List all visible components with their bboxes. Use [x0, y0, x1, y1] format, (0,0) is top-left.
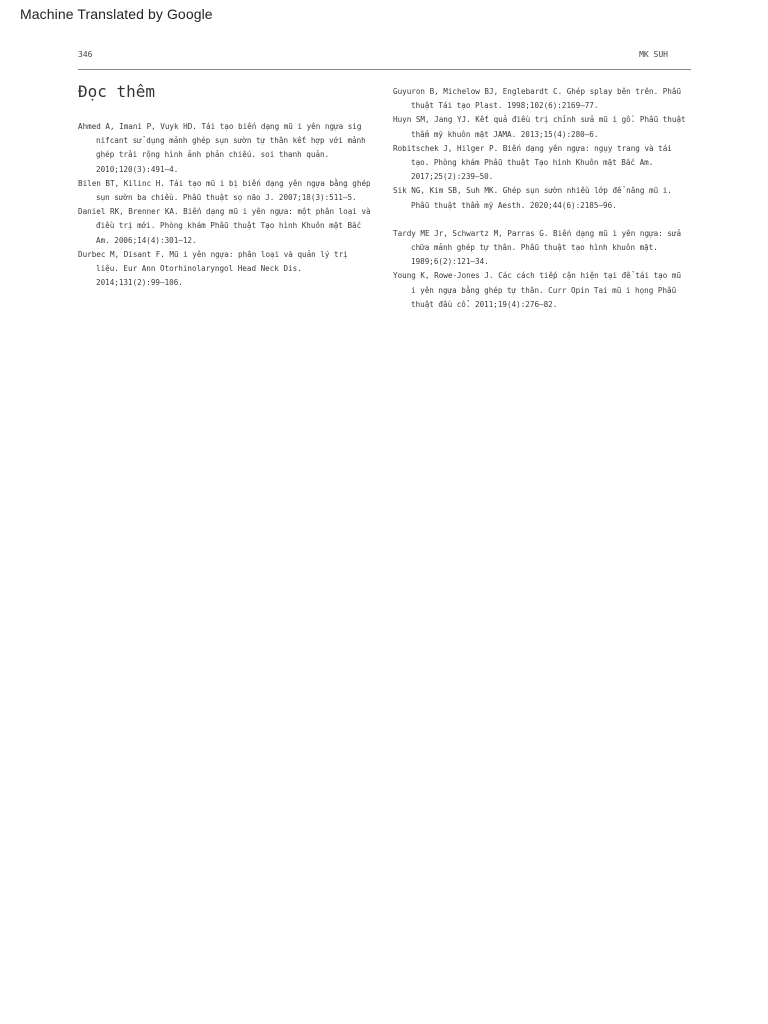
reference-item: Young K, Rowe-Jones J. Các cách tiếp cận hiện tại để tái tạo mũ i yên ngựa bằng ghép tự thân. Curr Opin Tai mũ i họng Phẫu thuật đầu cổ. 2011;19(4):276–82. [393, 271, 682, 309]
reference-item: Bilen BT, Kilinc H. Tái tạo mũ i bị biến dạng yên ngựa bằng ghép sụn sườn ba chiều. Phẫu thuật sọ não J. 2007;18(3):511–5. [78, 178, 371, 203]
reference-item: Durbec M, Disant F. Mũ i yên ngựa: phân loại và quản lý trị liệu. Eur Ann Otorhinolaryngol Head Neck Dis. 2014;131(2):99–106. [78, 249, 348, 288]
references-left-column [78, 120, 374, 290]
reference-item: Guyuron B, Michelow BJ, Englebardt C. Ghép splay bên trên. Phẫu thuật Tái tạo Plast. 1998;102(6):2169–77. [393, 87, 682, 111]
reference-item: Daniel RK, Brenner KA. Biến dạng mũ i yên ngựa: một phân loại và điều trị mới. Phòng khám Phẫu thuật Tạo hình Khuôn mặt Bắc Am. 2006;14(4):301–12. [78, 207, 371, 245]
reference-item: Tardy ME Jr, Schwartz M, Parras G. Biến dạng mũ i yên ngựa: sửa chữa mảnh ghép tự thân. Phẫu thuật tạo hình khuôn mặt. 1989;6(2):121–34. [393, 228, 682, 267]
page-number: 346 [78, 50, 93, 59]
reference-item: Robitschek J, Hilger P. Biến dạng yên ngựa: ngụy trang và tái tạo. Phòng khám Phẫu thuật Tạo hình Khuôn mặt Bắc Am. 2017;25(2):239–50. [393, 143, 672, 182]
reference-item: Huyn SM, Jang YJ. Kết quả điều trị chỉnh sửa mũ i gồ. Phẫu thuật thẩm mỹ khuôn mặt JAMA. 2013;15(4):280–6. [393, 115, 686, 139]
machine-translation-banner: Machine Translated by Google [20, 6, 213, 22]
reference-item: Ahmed A, Imani P, Vuyk HD. Tái tạo biến dạng mũ i yên ngựa sig nifcant sử dụng mảnh ghép sụn sườn tự thân kết hợp với mảnh ghép trải rộng hình ảnh phản chiếu. soi thanh quản. 2010;120(3):491–4. [78, 122, 366, 174]
references-right-column [393, 85, 689, 312]
running-head: MK SUH [639, 50, 668, 59]
header-rule [78, 69, 691, 70]
reference-item: Sik NG, Kim SB, Suh MK. Ghép sụn sườn nhiều lớp để nâng mũ i. Phẫu thuật thẩm mỹ Aesth. 2020;44(6):2185–96. [393, 186, 672, 210]
section-heading: Đọc thêm [78, 82, 156, 101]
column-spacer [393, 213, 689, 227]
